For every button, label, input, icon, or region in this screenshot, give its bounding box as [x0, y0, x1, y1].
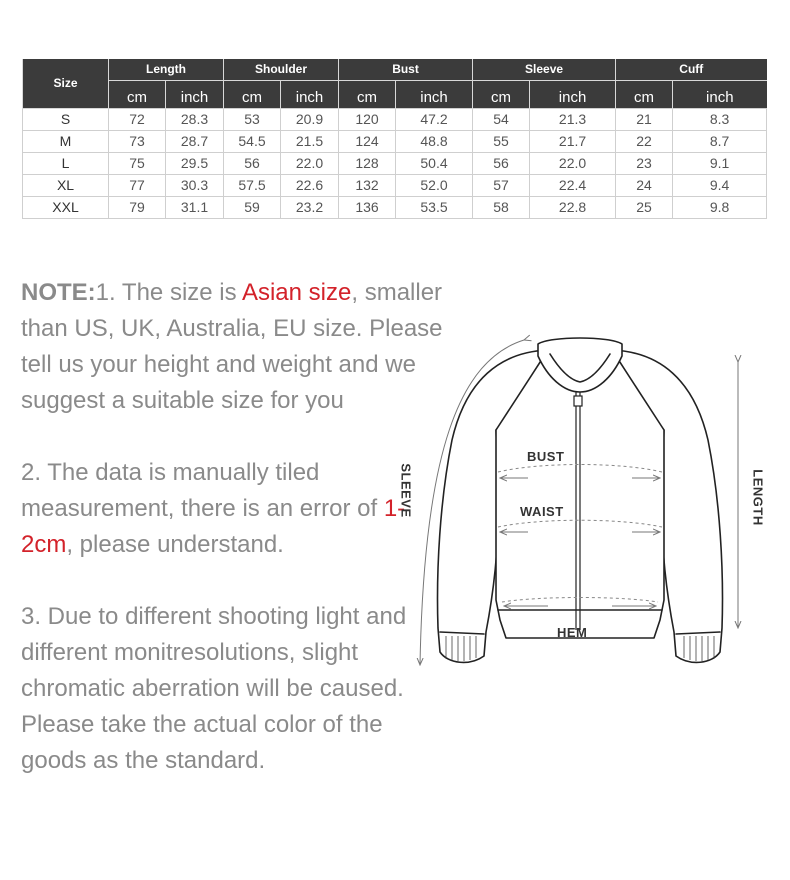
bust-group-header: Bust [339, 59, 473, 80]
table-cell: 29.5 [166, 152, 224, 174]
table-cell: 9.1 [673, 152, 767, 174]
table-cell: 54 [473, 108, 530, 130]
unit-header: inch [166, 80, 224, 108]
table-cell: 24 [616, 174, 673, 196]
table-cell: 124 [339, 130, 396, 152]
table-cell: 47.2 [396, 108, 473, 130]
table-cell: 23.2 [281, 196, 339, 218]
size-cell: XL [23, 174, 109, 196]
table-cell: 20.9 [281, 108, 339, 130]
length-label: LENGTH [750, 469, 766, 526]
size-cell: XXL [23, 196, 109, 218]
table-cell: 48.8 [396, 130, 473, 152]
note-paragraph-1 [21, 275, 451, 419]
sleeve-group-header: Sleeve [473, 59, 616, 80]
table-cell: 21.5 [281, 130, 339, 152]
jacket-measurement-diagram [400, 330, 790, 670]
size-cell: L [23, 152, 109, 174]
table-cell: 75 [109, 152, 166, 174]
table-cell: 79 [109, 196, 166, 218]
table-cell: 52.0 [396, 174, 473, 196]
table-cell: 57 [473, 174, 530, 196]
table-cell: 132 [339, 174, 396, 196]
table-cell: 56 [473, 152, 530, 174]
unit-header: cm [473, 80, 530, 108]
unit-header: cm [224, 80, 281, 108]
table-cell: 120 [339, 108, 396, 130]
bust-label: BUST [527, 449, 565, 464]
jacket-outline-illustration [400, 330, 790, 670]
table-cell: 22.4 [530, 174, 616, 196]
table-cell: 22.8 [530, 196, 616, 218]
table-group-header-row [23, 59, 767, 80]
note-text: , smaller than US, UK, Australia, EU size. Please tell us your height and weight and we suggest a suitable size for you [21, 279, 443, 414]
table-cell: 57.5 [224, 174, 281, 196]
table-row [23, 174, 767, 196]
note-paragraph-2 [21, 455, 451, 563]
waist-label: WAIST [520, 504, 564, 519]
table-row [23, 130, 767, 152]
table-cell: 9.4 [673, 174, 767, 196]
size-column-header: Size [23, 59, 109, 108]
table-cell: 55 [473, 130, 530, 152]
table-cell: 28.7 [166, 130, 224, 152]
unit-header: inch [673, 80, 767, 108]
size-notes [21, 275, 451, 815]
table-cell: 28.3 [166, 108, 224, 130]
unit-header: inch [530, 80, 616, 108]
asian-size-highlight: Asian size [241, 279, 352, 306]
table-unit-header-row [23, 80, 767, 108]
table-cell: 21.7 [530, 130, 616, 152]
table-cell: 22.6 [281, 174, 339, 196]
table-cell: 53.5 [396, 196, 473, 218]
table-cell: 50.4 [396, 152, 473, 174]
table-cell: 30.3 [166, 174, 224, 196]
sleeve-label: SLEEVE [398, 463, 414, 518]
table-cell: 31.1 [166, 196, 224, 218]
table-cell: 25 [616, 196, 673, 218]
table-cell: 23 [616, 152, 673, 174]
size-cell: M [23, 130, 109, 152]
table-cell: 128 [339, 152, 396, 174]
unit-header: cm [109, 80, 166, 108]
table-cell: 77 [109, 174, 166, 196]
table-cell: 8.7 [673, 130, 767, 152]
table-cell: 8.3 [673, 108, 767, 130]
cuff-group-header: Cuff [616, 59, 767, 80]
note-text: , please understand. [66, 531, 284, 558]
table-row [23, 196, 767, 218]
table-cell: 59 [224, 196, 281, 218]
table-cell: 22.0 [530, 152, 616, 174]
table-cell: 22 [616, 130, 673, 152]
table-cell: 22.0 [281, 152, 339, 174]
table-cell: 53 [224, 108, 281, 130]
table-cell: 73 [109, 130, 166, 152]
length-group-header: Length [109, 59, 224, 80]
table-cell: 136 [339, 196, 396, 218]
error-range-highlight: 1-2cm [21, 495, 406, 558]
note-label: NOTE: [21, 279, 96, 306]
hem-label: HEM [557, 625, 588, 640]
table-cell: 72 [109, 108, 166, 130]
table-cell: 58 [473, 196, 530, 218]
note-text: 1. The size is [95, 279, 242, 306]
unit-header: cm [339, 80, 396, 108]
size-chart-table [22, 59, 767, 219]
unit-header: inch [396, 80, 473, 108]
table-cell: 21 [616, 108, 673, 130]
size-cell: S [23, 108, 109, 130]
unit-header: cm [616, 80, 673, 108]
table-cell: 56 [224, 152, 281, 174]
table-row [23, 152, 767, 174]
table-cell: 21.3 [530, 108, 616, 130]
note-text: 2. The data is manually tiled measurement, there is an error of [21, 459, 384, 522]
note-paragraph-3: 3. Due to different shooting light and different monitresolutions, slight chromatic aberration will be caused. Please take the actual color of the goods as the standard. [21, 603, 407, 774]
table-cell: 54.5 [224, 130, 281, 152]
table-cell: 9.8 [673, 196, 767, 218]
unit-header: inch [281, 80, 339, 108]
table-row [23, 108, 767, 130]
shoulder-group-header: Shoulder [224, 59, 339, 80]
